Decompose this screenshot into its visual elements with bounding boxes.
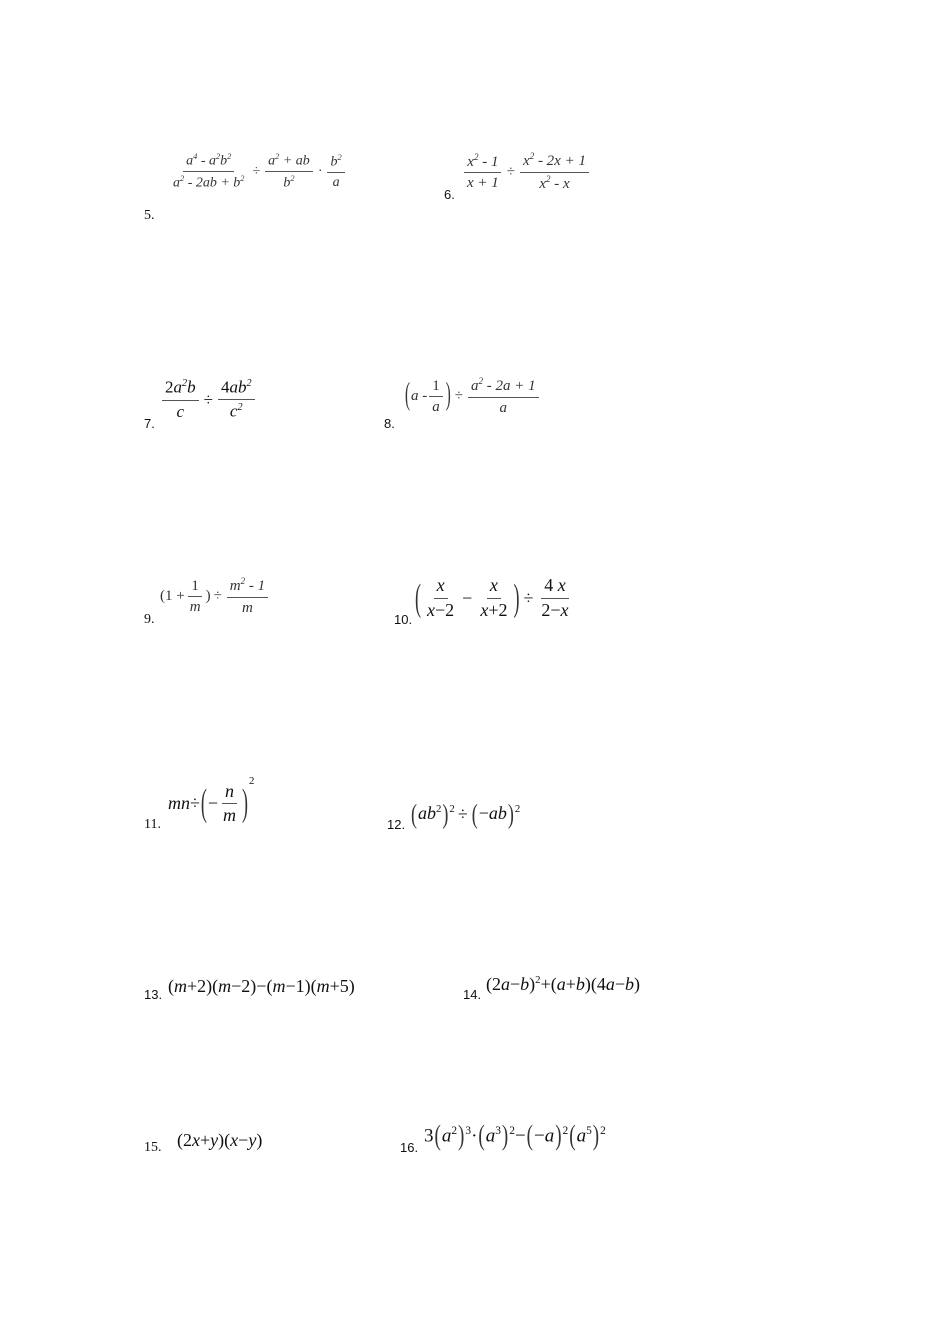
problem-12-number: 12. bbox=[387, 817, 406, 832]
problem-6-number: 6. bbox=[444, 187, 455, 202]
problem-14-expression: $(2a-b)^2+(a+b)(4a-b)$ bbox=[486, 974, 641, 994]
problem-12-expression: $(ab^2)^2 \div (-ab)^2$ bbox=[411, 799, 521, 830]
problem-15-expression: (2x+y)(x−y) bbox=[177, 1130, 263, 1150]
problem-15-number: 15. bbox=[144, 1140, 162, 1155]
problem-13-expression: (m+2)(m−2)−(m−1)(m+5) bbox=[168, 976, 355, 996]
problem-5-expression: $\frac{a^4 - a^2b^2}{a^2 - 2ab + b^2}$ ÷ $\frac{a^2 + ab}{b^2}$ · $\frac{b^2}{a}$ bbox=[168, 152, 347, 191]
problem-8-number: 8. bbox=[384, 416, 395, 431]
problem-16-expression: $3(a^2)^3\cdot(a^3)^2-(-a)^2(a^5)^2$ bbox=[424, 1120, 606, 1152]
problem-5-number: 5. bbox=[144, 208, 155, 223]
problem-16-number: 16. bbox=[400, 1140, 419, 1155]
problem-10-expression: ( $\frac{x}{x-2}$ − $\frac{x}{x+2}$ ) ÷ $\frac{4 x}{2-x}$ bbox=[415, 575, 569, 620]
problem-11-expression: mn÷(− $\frac{n}{m}$ )$^2$ bbox=[168, 775, 255, 826]
problem-13-number: 13. bbox=[144, 987, 163, 1002]
problem-9-expression: (1 + $\frac{1}{m}$ ) ÷ $\frac{m^2 - 1}{m}$ bbox=[160, 577, 270, 616]
problem-9-number: 9. bbox=[144, 612, 155, 627]
problem-7-number: 7. bbox=[144, 416, 155, 431]
problem-6-expression: $\frac{x^2 - 1}{x + 1}$ ÷ $\frac{x^2 - 2x + 1}{x^2 - x}$ bbox=[462, 152, 591, 192]
problem-14-number: 14. bbox=[463, 987, 482, 1002]
problem-8-expression: (a - $\frac{1}{a}$ ) ÷ $\frac{a^2 - 2a + 1}{a}$ bbox=[404, 377, 541, 416]
problem-11-number: 11. bbox=[144, 817, 161, 832]
problem-10-number: 10. bbox=[394, 612, 413, 627]
problem-7-expression: $\frac{2a^2b}{c}$ ÷ $\frac{4ab^2}{c^2}$ bbox=[160, 378, 257, 422]
